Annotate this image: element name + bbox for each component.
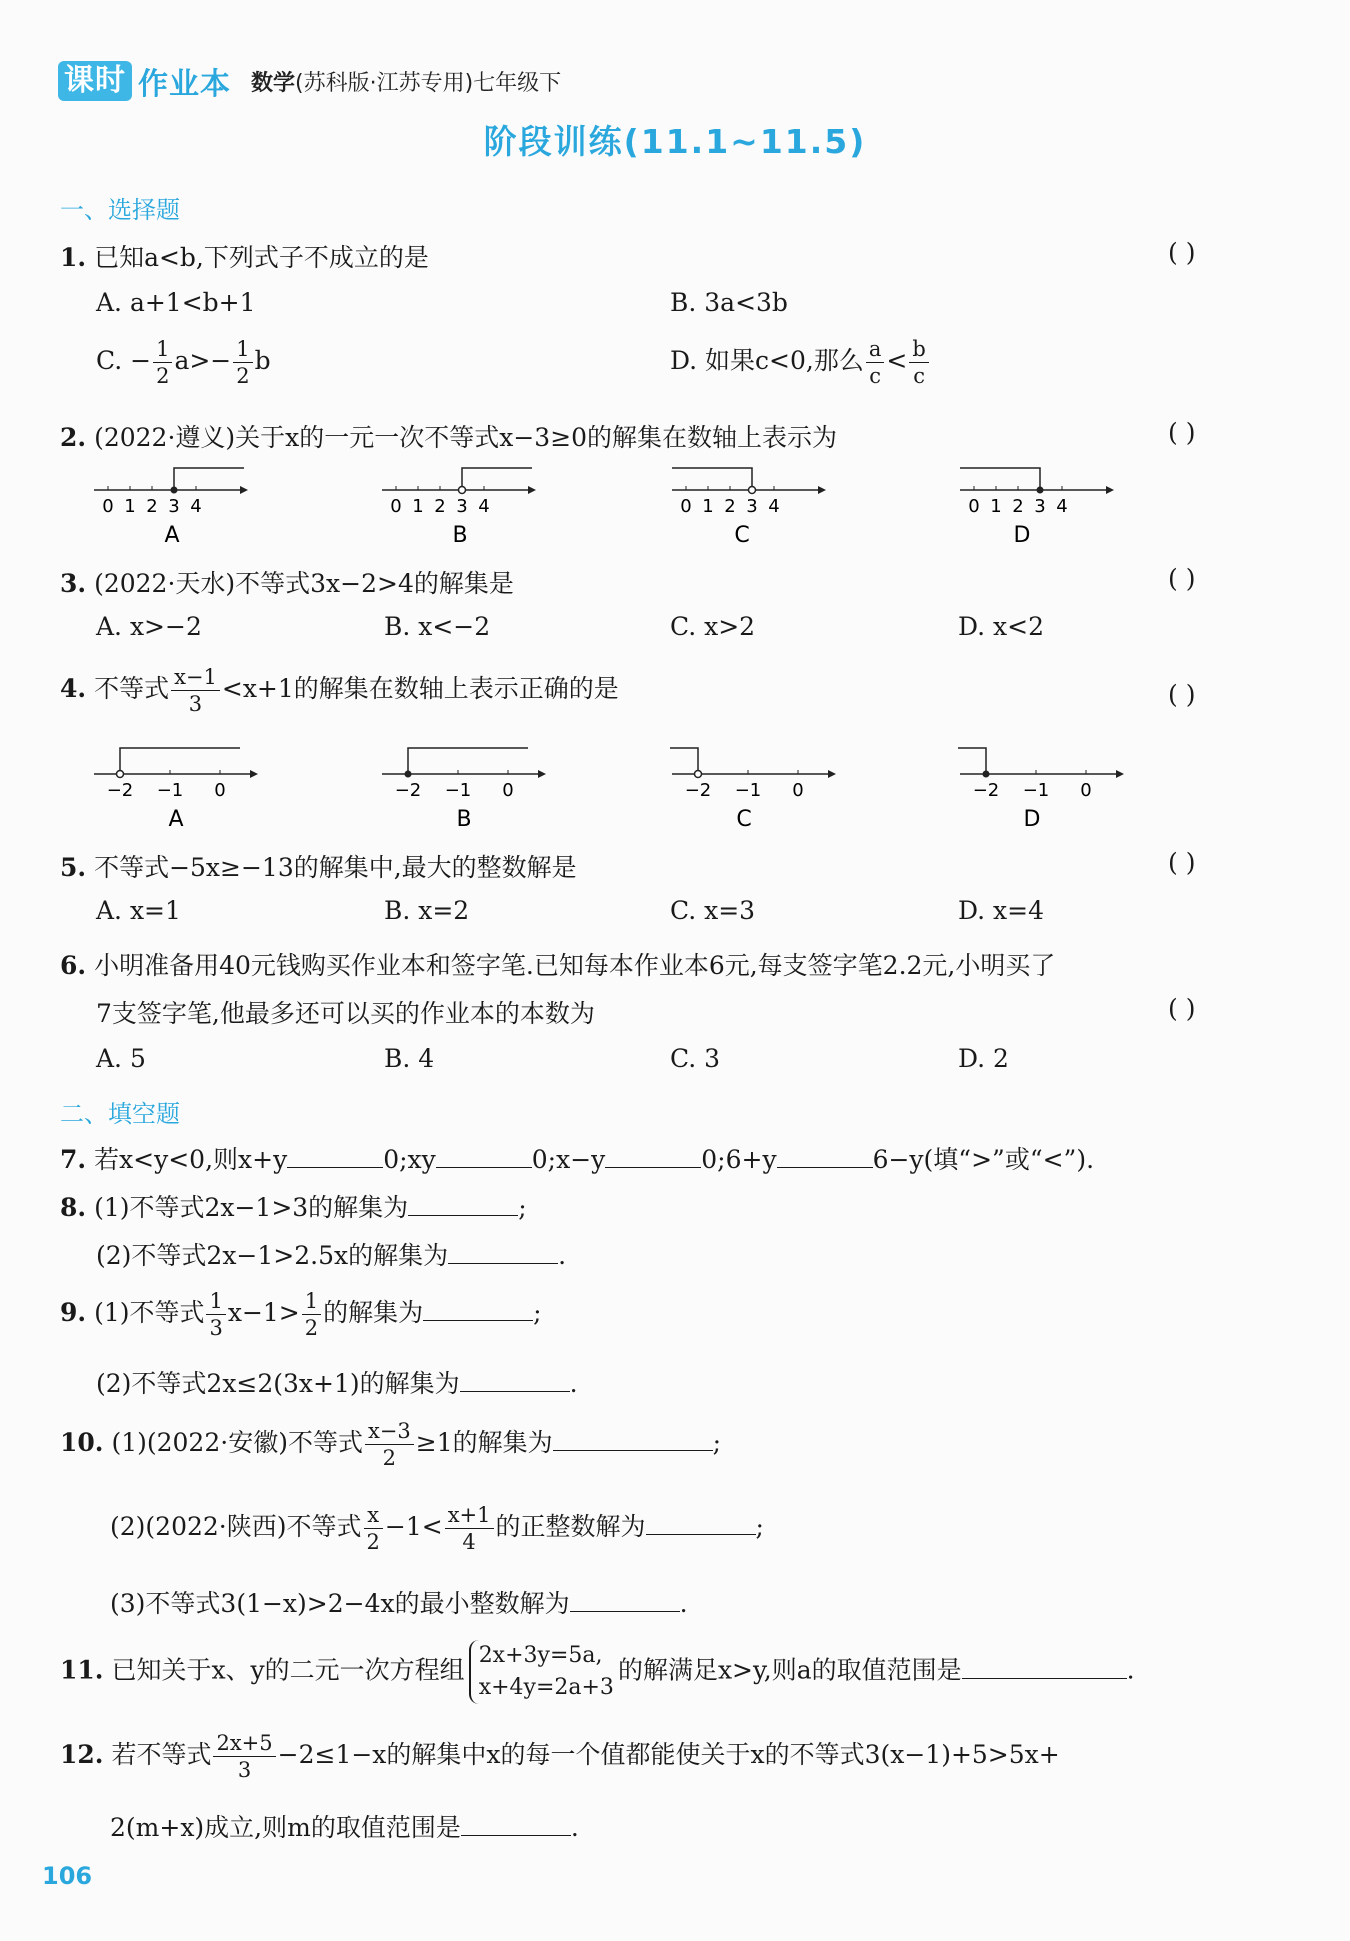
answer-paren: ( )	[1168, 418, 1196, 447]
section-choice: 一、选择题	[60, 196, 180, 224]
svg-text:−2: −2	[972, 780, 1000, 801]
question-6-line2: 7支签字笔,他最多还可以买的作业本的本数为	[96, 999, 595, 1028]
question-5: 5. 不等式−5x≥−13的解集中,最大的整数解是	[60, 853, 577, 882]
question-11: 11. 已知关于x、y的二元一次方程组 2x+3y=5a, x+4y=2a+3 的解满足x>y,则a的取值范围是 .	[60, 1640, 1135, 1704]
question-2: 2. (2022·遵义)关于x的一元一次不等式x−3≥0的解集在数轴上表示为	[60, 423, 838, 452]
q6-option-a: A. 5	[96, 1044, 146, 1073]
logo-text: 作业本	[138, 67, 231, 102]
q2-line-c	[672, 468, 826, 548]
svg-text:0: 0	[792, 780, 804, 801]
q6-option-c: C. 3	[670, 1044, 721, 1073]
svg-text:−1: −1	[1022, 780, 1050, 801]
question-12: 12. 若不等式 $\frac{2x+5}{3}$ −2≤1−x的解集中x的每一个值都能使关于x的不等式3(x−1)+5>5x+	[60, 1731, 1060, 1782]
question-8: 8. (1)不等式2x−1>3的解集为 ;	[60, 1193, 527, 1222]
svg-text:−1: −1	[734, 780, 762, 801]
question-1: 1. 已知a<b,下列式子不成立的是	[60, 243, 429, 272]
question-8-part2: (2)不等式2x−1>2.5x的解集为 .	[96, 1241, 567, 1270]
answer-blank[interactable]	[287, 1143, 383, 1168]
svg-text:1: 1	[702, 496, 714, 517]
svg-text:3: 3	[746, 496, 758, 517]
svg-text:4: 4	[1056, 496, 1068, 517]
svg-text:A: A	[168, 807, 184, 832]
svg-text:−2: −2	[106, 780, 134, 801]
q2-line-a	[94, 468, 248, 548]
svg-text:−2: −2	[394, 780, 422, 801]
answer-blank[interactable]	[460, 1367, 570, 1392]
svg-text:B: B	[452, 523, 468, 548]
q6-option-d: D. 2	[958, 1044, 1009, 1073]
svg-text:4: 4	[768, 496, 780, 517]
svg-text:2: 2	[724, 496, 736, 517]
q4-line-a	[94, 748, 258, 832]
svg-text:0: 0	[680, 496, 692, 517]
question-9-part2: (2)不等式2x≤2(3x+1)的解集为 .	[96, 1369, 578, 1398]
svg-text:2: 2	[434, 496, 446, 517]
answer-blank[interactable]	[605, 1143, 701, 1168]
question-9: 9. (1)不等式 $\frac{1}{3}$ x−1> $\frac{1}{2}$ 的解集为 ;	[60, 1289, 542, 1340]
q2-number-lines	[90, 460, 1130, 550]
section-fill: 二、填空题	[60, 1100, 180, 1128]
answer-blank[interactable]	[436, 1143, 532, 1168]
svg-text:C: C	[736, 807, 752, 832]
question-7: 7. 若x<y<0,则x+y 0;xy 0;x−y 0;6+y 6−y(填“>”或“<”).	[60, 1145, 1095, 1174]
svg-text:3: 3	[456, 496, 468, 517]
svg-text:0: 0	[214, 780, 226, 801]
answer-blank[interactable]	[423, 1296, 533, 1321]
q1-option-d: D. 如果c<0,那么 $\frac{a}{c}$ < $\frac{b}{c}$	[670, 336, 931, 389]
q1-option-c: C. − $\frac{1}{2}$ a>− $\frac{1}{2}$ b	[96, 337, 271, 388]
svg-text:4: 4	[190, 496, 202, 517]
answer-paren: ( )	[1168, 848, 1196, 877]
answer-blank[interactable]	[777, 1143, 873, 1168]
svg-text:3: 3	[1034, 496, 1046, 517]
svg-text:−1: −1	[444, 780, 472, 801]
question-3: 3. (2022·天水)不等式3x−2>4的解集是	[60, 569, 514, 598]
svg-text:D: D	[1013, 523, 1031, 548]
question-10: 10. (1)(2022·安徽)不等式 $\frac{x-3}{2}$ ≥1的解集为 ;	[60, 1419, 722, 1470]
answer-paren: ( )	[1168, 994, 1196, 1023]
svg-text:1: 1	[412, 496, 424, 517]
q1-option-a: A. a+1<b+1	[96, 288, 256, 317]
question-12-line2: 2(m+x)成立,则m的取值范围是 .	[110, 1813, 579, 1842]
q5-option-b: B. x=2	[384, 896, 470, 925]
answer-blank[interactable]	[553, 1426, 713, 1451]
answer-paren: ( )	[1168, 564, 1196, 593]
q3-option-a: A. x>−2	[96, 612, 202, 641]
q3-option-b: B. x<−2	[384, 612, 491, 641]
svg-text:−1: −1	[156, 780, 184, 801]
svg-text:4: 4	[478, 496, 490, 517]
answer-paren: ( )	[1168, 238, 1196, 267]
svg-text:C: C	[734, 523, 750, 548]
question-10-part2: (2)(2022·陕西)不等式 $\frac{x}{2}$ −1< $\frac{x+1}{4}$ 的正整数解为 ;	[110, 1503, 764, 1554]
q5-option-a: A. x=1	[96, 896, 181, 925]
svg-text:A: A	[164, 523, 180, 548]
q4-line-b	[382, 748, 546, 832]
header	[58, 60, 561, 102]
answer-paren: ( )	[1168, 680, 1196, 709]
svg-text:0: 0	[102, 496, 114, 517]
answer-blank[interactable]	[570, 1587, 680, 1612]
answer-blank[interactable]	[408, 1191, 518, 1216]
svg-text:−2: −2	[684, 780, 712, 801]
question-6: 6. 小明准备用40元钱购买作业本和签字笔.已知每本作业本6元,每支签字笔2.2元,小明买了	[60, 951, 1056, 980]
answer-blank[interactable]	[962, 1654, 1127, 1679]
q6-option-b: B. 4	[384, 1044, 435, 1073]
q4-line-c	[670, 748, 836, 832]
svg-text:2: 2	[1012, 496, 1024, 517]
logo-badge: 课时	[58, 61, 132, 101]
header-subtitle: 数学(苏科版·江苏专用)七年级下	[251, 70, 562, 96]
q5-option-d: D. x=4	[958, 896, 1044, 925]
svg-text:1: 1	[124, 496, 136, 517]
svg-text:3: 3	[168, 496, 180, 517]
svg-text:2: 2	[146, 496, 158, 517]
page-number: 106	[42, 1862, 93, 1890]
q3-option-d: D. x<2	[958, 612, 1044, 641]
question-4: 4. 不等式 $\frac{x-1}{3}$ <x+1的解集在数轴上表示正确的是	[60, 665, 619, 716]
svg-text:B: B	[456, 807, 472, 832]
question-10-part3: (3)不等式3(1−x)>2−4x的最小整数解为 .	[110, 1589, 688, 1618]
q4-line-d	[958, 748, 1124, 832]
svg-text:1: 1	[990, 496, 1002, 517]
svg-text:0: 0	[390, 496, 402, 517]
answer-blank[interactable]	[461, 1811, 571, 1836]
q1-option-b: B. 3a<3b	[670, 288, 788, 317]
svg-text:0: 0	[1080, 780, 1092, 801]
svg-text:D: D	[1023, 807, 1041, 832]
q4-number-lines	[90, 740, 1130, 836]
q2-line-d	[960, 468, 1114, 548]
equation-system: 2x+3y=5a, x+4y=2a+3	[469, 1640, 614, 1704]
answer-blank[interactable]	[448, 1239, 558, 1264]
q5-option-c: C. x=3	[670, 896, 756, 925]
page-title: 阶段训练(11.1~11.5)	[483, 122, 867, 161]
q3-option-c: C. x>2	[670, 612, 756, 641]
svg-text:0: 0	[968, 496, 980, 517]
svg-text:0: 0	[502, 780, 514, 801]
answer-blank[interactable]	[646, 1510, 756, 1535]
q2-line-b	[382, 468, 536, 548]
